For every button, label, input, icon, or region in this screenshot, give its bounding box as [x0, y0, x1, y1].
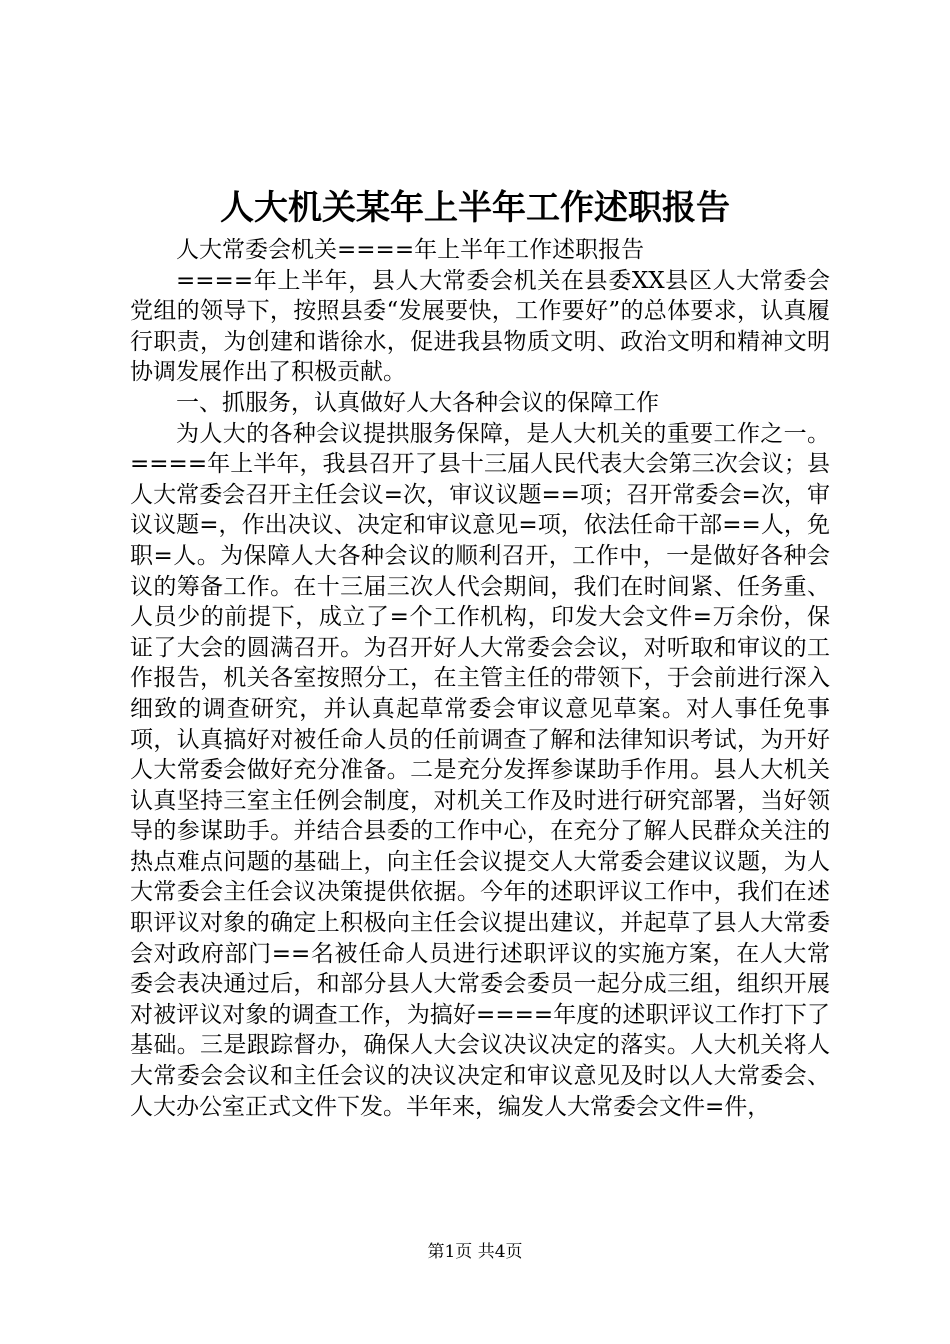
page-footer: 第1页 共4页 [427, 1242, 523, 1262]
paragraph-intro: ====年上半年，县人大常委会机关在县委XX县区人大常委会党组的领导下，按照县委“发展要快，工作要好”的总体要求，认真履行职责，为创建和谐徐水，促进我县物质文明、政治文明和精神文明协调发展作出了积极贡献。 [130, 267, 830, 386]
paragraph-subtitle: 人大常委会机关====年上半年工作述职报告 [176, 237, 645, 263]
section-heading-1: 一、抓服务，认真做好人大各种会议的保障工作 [176, 389, 659, 416]
paragraph-section-1: 为人大的各种会议提拱服务保障，是人大机关的重要工作之一。====年上半年，我县召开了县十三届人民代表大会第三次会议；县人大常委会召开主任会议=次，审议议题==项；召开常委会=次，审议议题=，作出决议、决定和审议意见=项，依法任命干部==人，免职=人。为保障人大各种会议的顺利召开，工作中，一是做好各种会议的筹备工作。在十三届三次人代会期间，我们在时间紧、任务重、人员少的前提下，成立了=个工作机构，印发大会文件=万余份，保证了大会的圆满召开。为召开好人大常委会会议，对听取和审议的工作报告，机关各室按照分工，在主管主任的带领下，于会前进行深入细致的调查研究，并认真起草常委会审议意见草案。对人事任免事项，认真搞好对被任命人员的任前调查了解和法律知识考试，为开好人大常委会做好充分准备。二是充分发挥参谋助手作用。县人大机关认真坚持三室主任例会制度，对机关工作及时进行研究部署，当好领导的参谋助手。并结合县委的工作中心，在充分了解人民群众关注的热点难点问题的基础上，向主任会议提交人大常委会建议议题，为人大常委会主任会议决策提供依据。今年的述职评议工作中，我们在述职评议对象的确定上积极向主任会议提出建议，并起草了县人大常委会对政府部门==名被任命人员进行述职评议的实施方案，在人大常委会表决通过后，和部分县人大常委会委员一起分成三组，组织开展对被评议对象的调查工作，为搞好====年度的述职评议工作打下了基础。三是跟踪督办，确保人大会议决议决定的落实。人大机关将人大常委会会议和主任会议的决议决定和审议意见及时以人大常委会、人大办公室正式文件下发。半年来，编发人大常委会文件=件， [130, 420, 830, 1120]
document-title: 人大机关某年上半年工作述职报告 [220, 188, 730, 228]
document-body [130, 235, 830, 1122]
